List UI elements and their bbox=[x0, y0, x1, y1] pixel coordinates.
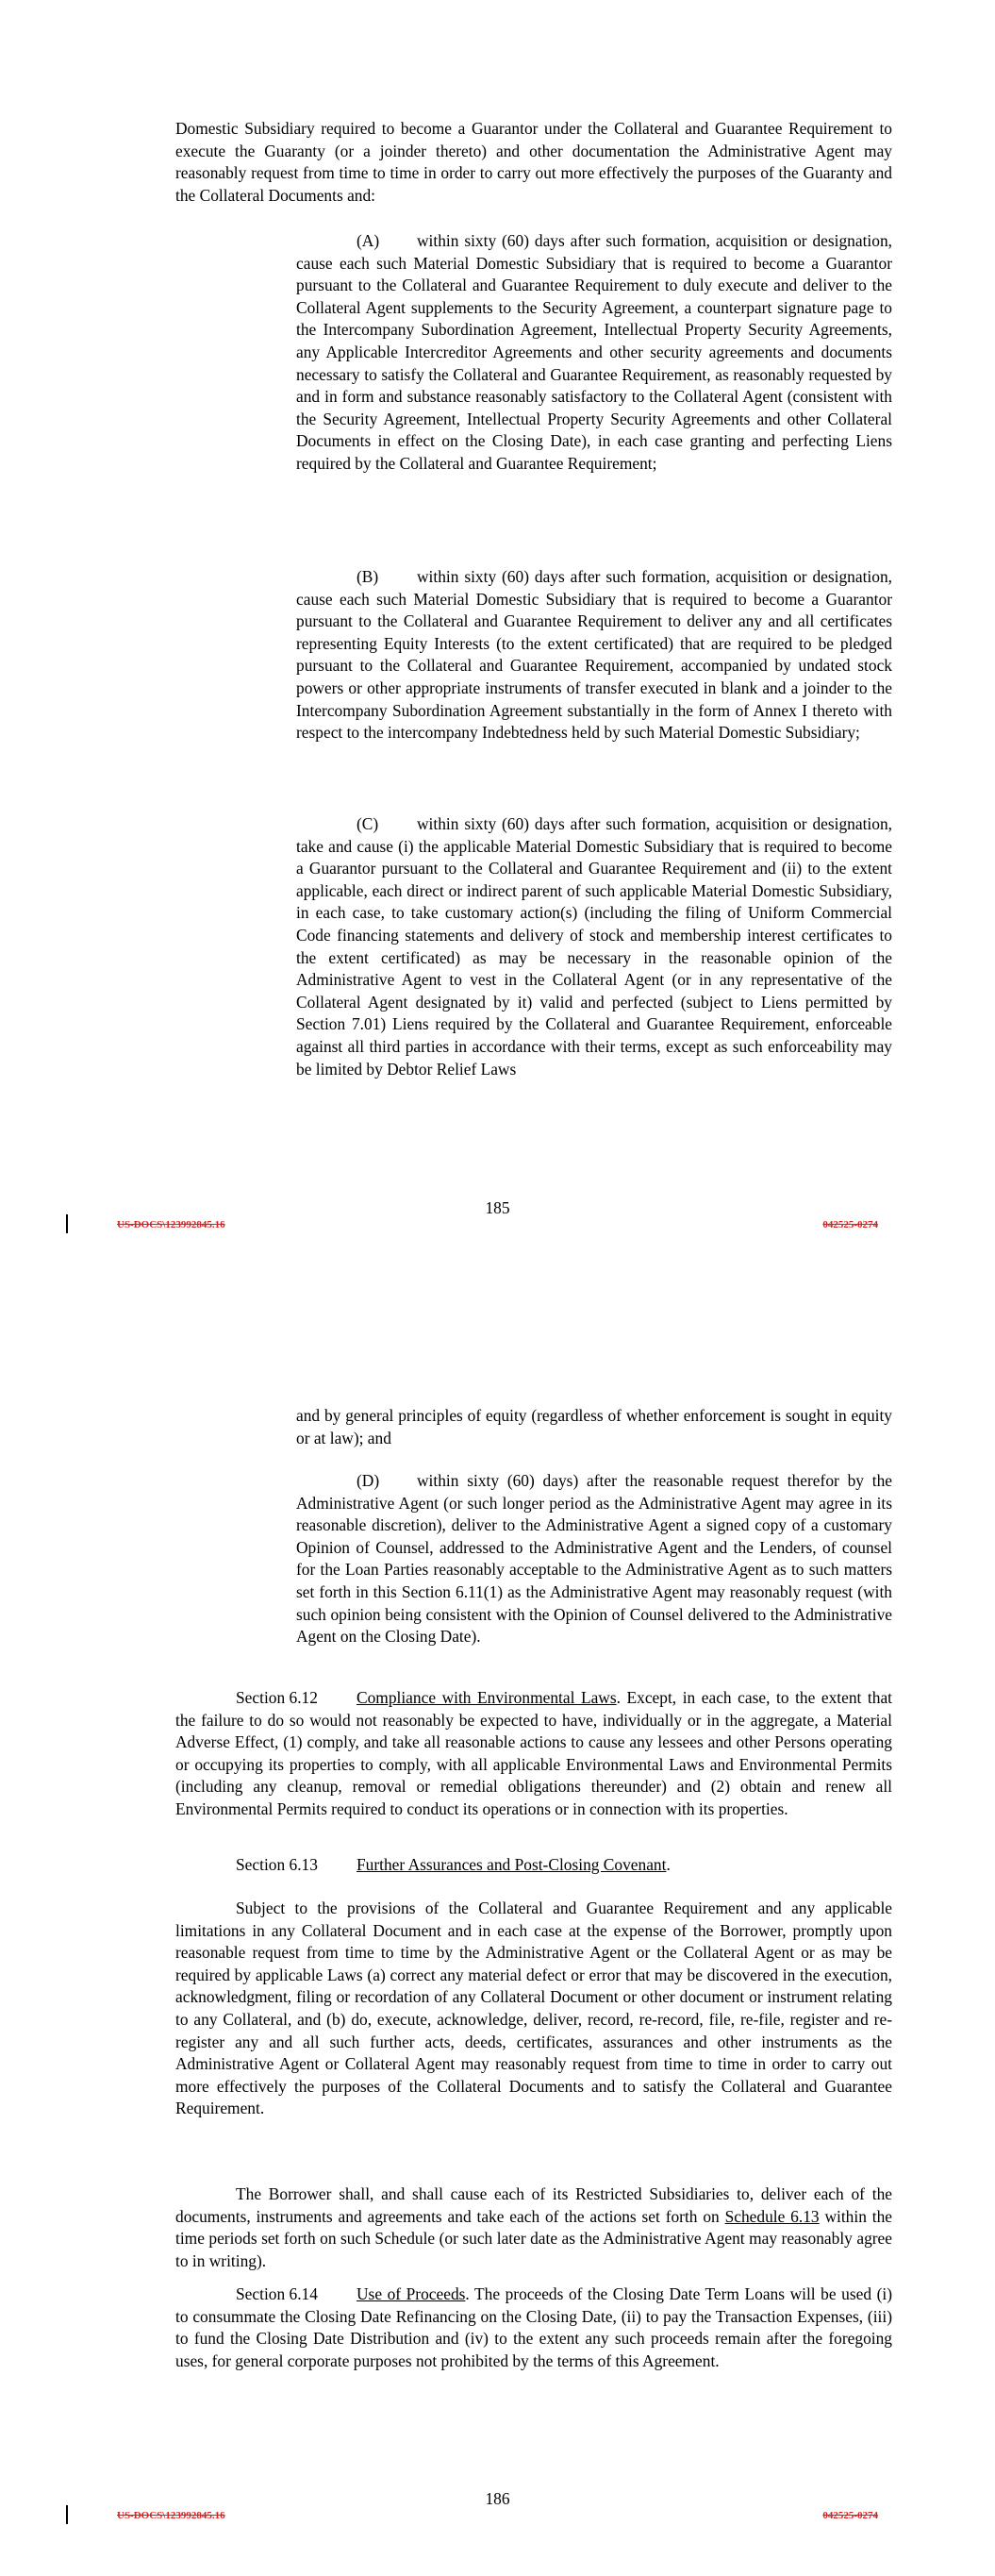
schedule-6-13-reference: Schedule 6.13 bbox=[724, 2206, 820, 2226]
clause-b bbox=[296, 566, 892, 744]
section-6-13-heading: Further Assurances and Post-Closing Covenant bbox=[357, 1855, 667, 1874]
clause-a-label: (A) bbox=[357, 231, 380, 250]
section-6-14-heading: Use of Proceeds bbox=[357, 2284, 466, 2303]
section-6-13-number: Section 6.13 bbox=[236, 1855, 318, 1874]
footer-matter-number: 042525-0274 bbox=[822, 1219, 878, 1230]
clause-b-label: (B) bbox=[357, 567, 379, 586]
section-6-13-paragraph-1: Subject to the provisions of the Collateral and Guarantee Requirement and any applicable limitations in any Collateral Document and in each case at the expense of the Borrower, promptly upon reasonable request from time to time by the Administrative Agent or the Collateral Agent or as may be required by applicable Laws (a) correct any material defect or error that may be discovered in the execution, acknowledgment, filing or recordation of any Collateral Document or other document or instrument relating to any Collateral, and (b) do, execute, acknowledge, deliver, record, re-record, file, re-file, register and re-register any and all such further acts, deeds, certificates, assurances and other instruments as the Administrative Agent or Collateral Agent may reasonably request from time to time in order to carry out more effectively the purposes of the Collateral Documents and to satisfy the Collateral and Guarantee Requirement. bbox=[175, 1899, 892, 2118]
clause-a-text: within sixty (60) days after such formation, acquisition or designation, cause each such Material Domestic Subsidiary that is required to become a Guarantor pursuant to the Collateral and Guarantee Requirement to duly execute and deliver to the Collateral Agent supplements to the Security Agreement, a counterpart signature page to the Intercompany Subordination Agreement, Intellectual Property Security Agreements, any Applicable Intercreditor Agreements and other security agreements and documents necessary to satisfy the Collateral and Guarantee Requirement, as reasonably requested by and in form and substance reasonably satisfactory to the Collateral Agent (consistent with the Security Agreement, Intellectual Property Security Agreements and other Collateral Documents in effect on the Closing Date), in each case granting and perfecting Liens required by the Collateral and Guarantee Requirement; bbox=[296, 231, 892, 473]
section-6-13-suffix: . bbox=[666, 1855, 671, 1874]
clause-c-label: (C) bbox=[357, 814, 379, 833]
footer-doc-id: US-DOCS\123992845.16 bbox=[117, 1219, 225, 1230]
footer-doc-id: US-DOCS\123992845.16 bbox=[117, 2510, 225, 2521]
intro-paragraph: Domestic Subsidiary required to become a Guarantor under the Collateral and Guarantee Requirement to execute the Guaranty (or a joinder thereto) and other documentation the Administrative Agent may reasonably request from time to time in order to carry out more effectively the purposes of the Guaranty and the Collateral Documents and: bbox=[175, 119, 892, 205]
change-bar bbox=[66, 1214, 68, 1233]
clause-c-text: within sixty (60) days after such formation, acquisition or designation, take and cause (i) the applicable Material Domestic Subsidiary that is required to become a Guarantor pursuant to the Collateral and Guarantee Requirement and (ii) to the extent applicable, each direct or indirect parent of such applicable Material Domestic Subsidiary, in each case, to take customary action(s) (including the filing of Uniform Commercial Code financing statements and delivery of stock and membership interest certificates to the extent certificated) as may be necessary in the reasonable opinion of the Administrative Agent to vest in the Collateral Agent (or in any representative of the Collateral Agent designated by it) valid and perfected (subject to Liens permitted by Section 7.01) Liens required by the Collateral and Guarantee Requirement, enforceable against all third parties in accordance with their terms, except as such enforceability may be limited by Debtor Relief Laws bbox=[296, 814, 892, 1079]
clause-c bbox=[296, 813, 892, 1080]
section-6-14-number: Section 6.14 bbox=[236, 2284, 318, 2303]
footer-matter-number: 042525-0274 bbox=[822, 2510, 878, 2521]
section-6-14-text: . The proceeds of the Closing Date Term Loans will be used (i) to consummate the Closing Date Refinancing on the Closing Date, (ii) to pay the Transaction Expenses, (iii) to fund the Closing Date Distribution and (iv) to the extent any such proceeds remain after the foregoing uses, for general corporate purposes not prohibited by the terms of this Agreement. bbox=[175, 2284, 892, 2370]
section-6-12-number: Section 6.12 bbox=[236, 1688, 318, 1707]
section-6-12-text: . Except, in each case, to the extent that the failure to do so would not reasonably be expected to have, individually or in the aggregate, a Material Adverse Effect, (1) comply, and take all reasonable actions to cause any lessees and other Persons operating or occupying its properties to comply, with all applicable Environmental Laws and Environmental Permits (including any cleanup, removal or remedial obligations thereunder) and (2) obtain and renew all Environmental Permits required to conduct its operations or in connection with its properties. bbox=[175, 1688, 892, 1818]
section-6-14 bbox=[175, 2283, 892, 2372]
section-6-12-heading: Compliance with Environmental Laws bbox=[357, 1688, 617, 1707]
clause-a bbox=[296, 230, 892, 476]
page-number: 185 bbox=[485, 1198, 510, 1217]
clause-b-text: within sixty (60) days after such formation, acquisition or designation, cause each such Material Domestic Subsidiary that is required to become a Guarantor pursuant to the Collateral and Guarantee Requirement to deliver any and all certificates representing Equity Interests (to the extent certificated) that are required to be pledged pursuant to the Collateral and Guarantee Requirement, accompanied by undated stock powers or other appropriate instruments of transfer executed in blank and a joinder to the Intercompany Subordination Agreement substantially in the form of Annex I thereto with respect to the intercompany Indebtedness held by such Material Domestic Subsidiary; bbox=[296, 567, 892, 743]
section-6-13-paragraph-2 bbox=[175, 2183, 892, 2272]
page-186 bbox=[0, 1288, 995, 2576]
section-6-12 bbox=[175, 1687, 892, 1821]
clause-d-label: (D) bbox=[357, 1471, 380, 1490]
section-6-13-title bbox=[175, 1854, 892, 1877]
clause-d-text: within sixty (60) days) after the reasonable request therefor by the Administrative Agent (or such longer period as the Administrative Agent may agree in its reasonable discretion), deliver to the Administrative Agent a signed copy of a customary Opinion of Counsel, addressed to the Administrative Agent and the Lenders, of counsel for the Loan Parties reasonably acceptable to the Administrative Agent as to such matters set forth in this Section 6.11(1) as the Administrative Agent may reasonably request (with such opinion being consistent with the Opinion of Counsel delivered to the Administrative Agent on the Closing Date). bbox=[296, 1471, 892, 1647]
section-6-13-para2-after: within the time periods set forth on such Schedule (or such later date as the Administrative Agent may reasonably agree to in writing). bbox=[175, 2206, 892, 2270]
change-bar bbox=[66, 2505, 68, 2524]
clause-d bbox=[296, 1470, 892, 1648]
continuation-paragraph: and by general principles of equity (regardless of whether enforcement is sought in equity or at law); and bbox=[296, 1406, 892, 1447]
section-6-13-para2-before: The Borrower shall, and shall cause each of its Restricted Subsidiaries to, deliver each of the documents, instruments and agreements and take each of the actions set forth on bbox=[175, 2184, 892, 2226]
page-number: 186 bbox=[485, 2489, 510, 2508]
